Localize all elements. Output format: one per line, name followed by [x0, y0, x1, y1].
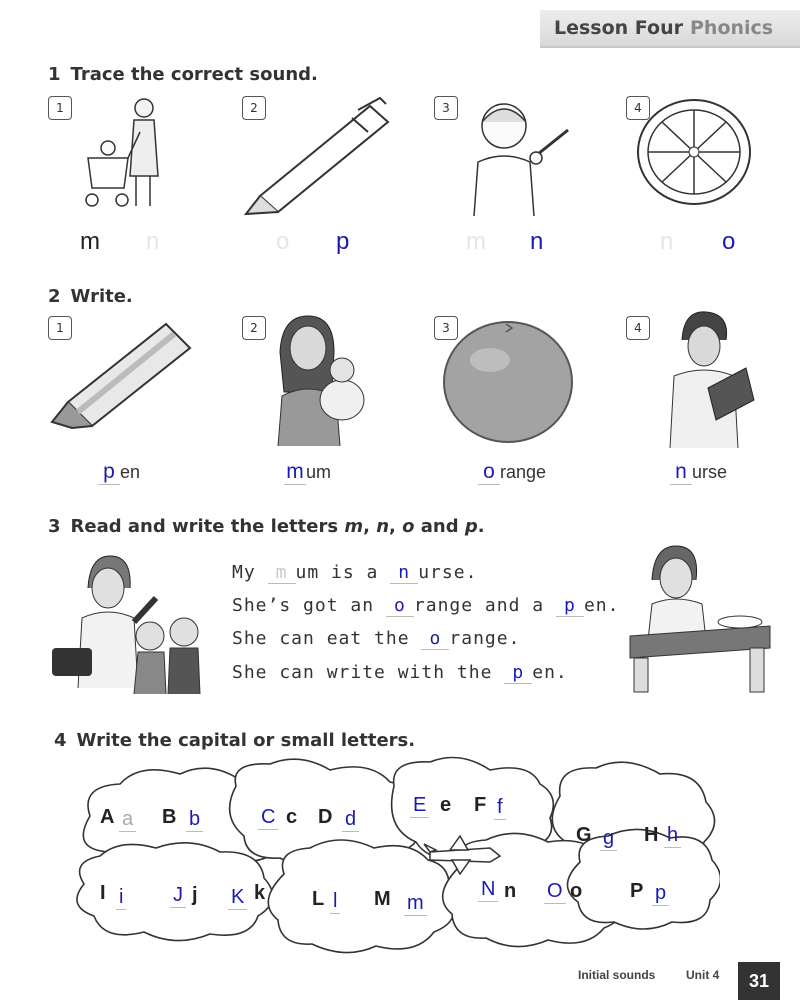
ex1-item-3-option-1[interactable]: m [466, 228, 486, 255]
nurse-eating-orange-illustration [624, 540, 774, 694]
page-number: 31 [738, 962, 780, 1000]
letter-F-capital: F [474, 794, 487, 816]
letter-C-capital-answer[interactable]: C [258, 806, 278, 830]
letter-b-small-answer[interactable]: b [186, 808, 203, 832]
ex2-blank-4[interactable]: n [670, 460, 692, 485]
letter-H-capital: H [644, 824, 659, 846]
footer-unit: Unit 4 [686, 968, 720, 982]
letter-k-small: k [254, 882, 266, 904]
letter-e-small: e [440, 794, 452, 816]
ex3-line-3: She can eat the o range. [232, 628, 521, 649]
ex3-blank-6[interactable]: p [504, 662, 532, 684]
letter-clouds [60, 756, 720, 966]
lesson-title: Lesson Four [554, 17, 683, 39]
letter-l-small-answer[interactable]: l [330, 890, 340, 914]
ex1-item-2-option-2[interactable]: p [336, 228, 350, 255]
ex2-word-1: p en [98, 460, 140, 485]
letter-J-capital-answer[interactable]: J [170, 884, 186, 908]
exercise-4-heading: 4 Write the capital or small letters. [54, 730, 416, 751]
ex1-item-1-option-2[interactable]: n [146, 228, 160, 255]
nurse-thermometer-illustration [464, 92, 574, 218]
letter-K-capital-answer[interactable]: K [228, 886, 247, 910]
letter-I-capital: I [100, 882, 106, 904]
pen-illustration [240, 96, 394, 218]
ex2-blank-3[interactable]: o [478, 460, 500, 485]
ex2-word-4: n urse [670, 460, 727, 485]
letter-d-small-answer[interactable]: d [342, 808, 359, 832]
exercise-3-heading: 3 Read and write the letters m, n, o and p. [48, 516, 485, 537]
exercise-2-heading: 2 Write. [48, 286, 133, 307]
ex3-line-2: She’s got an o range and a p en. [232, 595, 620, 616]
pen-illustration-2 [48, 318, 194, 436]
letter-B-capital: B [162, 806, 177, 828]
orange-slice-illustration [632, 96, 760, 208]
ex1-item-4-option-2[interactable]: o [722, 228, 736, 255]
ex2-blank-2[interactable]: m [284, 460, 306, 485]
letter-g-small-answer[interactable]: g [600, 827, 617, 851]
ex1-item-3-option-2[interactable]: n [530, 228, 544, 255]
ex1-item-1-option-1[interactable]: m [80, 228, 100, 255]
ex1-item-4-option-1[interactable]: n [660, 228, 674, 255]
ex2-item-3-number: 3 [434, 316, 458, 340]
ex3-blank-2[interactable]: n [390, 562, 418, 584]
letter-G-capital: G [576, 824, 592, 846]
ex2-word-3: o range [478, 460, 546, 485]
exercise-1-heading: 1 Trace the correct sound. [48, 64, 318, 85]
mum-with-baby-illustration [270, 312, 366, 448]
footer-section: Initial sounds [578, 968, 656, 982]
letter-P-capital: P [630, 880, 644, 902]
ex1-item-2-number: 2 [242, 96, 266, 120]
ex3-line-1: My m um is a n urse. [232, 562, 478, 583]
ex2-item-4-number: 4 [626, 316, 650, 340]
lesson-banner [540, 10, 800, 48]
ex3-blank-3[interactable]: o [386, 595, 414, 617]
ex3-blank-5[interactable]: o [421, 628, 449, 650]
letter-L-capital: L [312, 888, 325, 910]
ex2-item-1-number: 1 [48, 316, 72, 340]
nurse-with-children-illustration [48, 548, 208, 698]
letter-h-small-answer[interactable]: h [664, 824, 681, 848]
letter-c-small: c [286, 806, 298, 828]
ex1-item-2-option-1[interactable]: o [276, 228, 290, 255]
letter-N-capital-answer[interactable]: N [478, 878, 498, 902]
letter-A-capital: A [100, 806, 115, 828]
ex3-line-4: She can write with the p en. [232, 662, 568, 683]
ex1-item-1-number: 1 [48, 96, 72, 120]
letter-E-capital-answer[interactable]: E [410, 794, 429, 818]
ex2-blank-1[interactable]: p [98, 460, 120, 485]
ex1-item-3-number: 3 [434, 96, 458, 120]
letter-D-capital: D [318, 806, 333, 828]
letter-n-small: n [504, 880, 517, 902]
letter-j-small: j [192, 884, 198, 906]
ex1-item-4-number: 4 [626, 96, 650, 120]
letter-i-small-answer[interactable]: i [116, 886, 126, 910]
letter-a-small-answer[interactable]: a [119, 808, 136, 832]
letter-f-small-answer[interactable]: f [494, 796, 506, 820]
ex3-blank-1[interactable]: m [268, 562, 296, 584]
letter-p-small-answer[interactable]: p [652, 882, 669, 906]
mother-stroller-illustration [78, 96, 170, 216]
letter-O-capital-answer[interactable]: O [544, 880, 566, 904]
letter-M-capital: M [374, 888, 391, 910]
orange-illustration [440, 316, 576, 446]
ex2-word-2: m um [284, 460, 331, 485]
nurse-clipboard-illustration [660, 310, 756, 450]
ex3-blank-4[interactable]: p [556, 595, 584, 617]
letter-m-small-answer[interactable]: m [404, 892, 427, 916]
ex2-item-2-number: 2 [242, 316, 266, 340]
letter-o-small: o [570, 880, 583, 902]
lesson-topic: Phonics [690, 17, 774, 39]
